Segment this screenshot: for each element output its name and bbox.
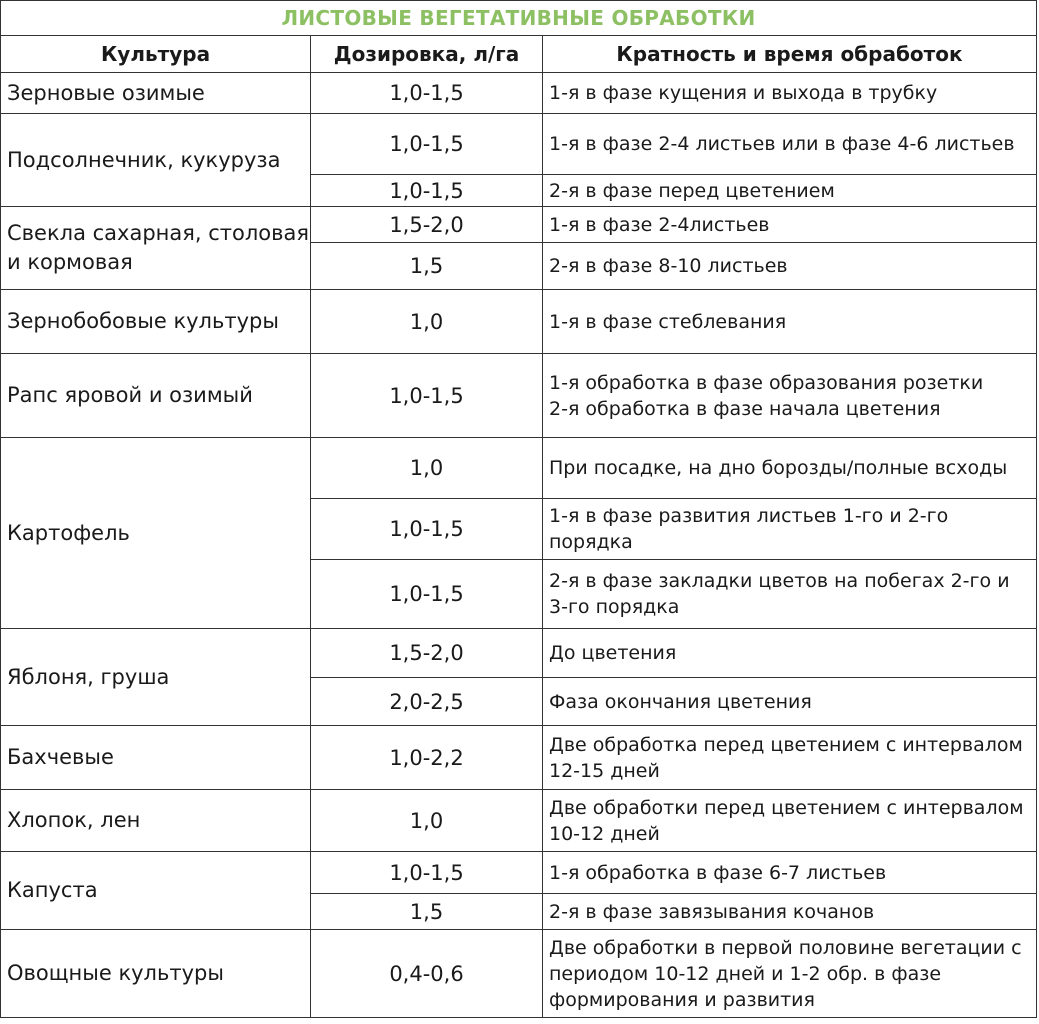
table-row [1, 930, 1037, 1018]
timing-cell: 1-я в фазе 2-4листьев [543, 207, 1037, 243]
table-row [1, 438, 1037, 499]
dosage-cell: 1,5 [311, 243, 543, 290]
timing-cell: 2-я в фазе закладки цветов на побегах 2-го и 3-го порядка [543, 560, 1037, 629]
crop-cell: Свекла сахарная, столовая и кормовая [1, 207, 311, 290]
crop-cell: Яблоня, груша [1, 629, 311, 726]
crop-cell: Картофель [1, 438, 311, 629]
dosage-cell: 1,0-1,5 [311, 114, 543, 175]
dosage-cell: 1,0-1,5 [311, 852, 543, 894]
table-row [1, 207, 1037, 243]
dosage-cell: 0,4-0,6 [311, 930, 543, 1018]
dosage-cell: 1,0 [311, 290, 543, 354]
dosage-cell: 1,0-1,5 [311, 354, 543, 438]
timing-cell: Две обработка перед цветением с интервалом 12-15 дней [543, 726, 1037, 790]
dosage-cell: 1,0-1,5 [311, 560, 543, 629]
timing-cell: 2-я в фазе 8-10 листьев [543, 243, 1037, 290]
timing-cell: Две обработки в первой половине вегетации с периодом 10-12 дней и 1-2 обр. в фазе формирования и развития [543, 930, 1037, 1018]
timing-cell: 1-я в фазе 2-4 листьев или в фазе 4-6 листьев [543, 114, 1037, 175]
crop-cell: Рапс яровой и озимый [1, 354, 311, 438]
dosage-cell: 1,5-2,0 [311, 629, 543, 678]
crop-cell: Подсолнечник, кукуруза [1, 114, 311, 207]
dosage-cell: 1,0-1,5 [311, 73, 543, 114]
dosage-cell: 1,0-2,2 [311, 726, 543, 790]
table-row [1, 114, 1037, 175]
dosage-cell: 1,5-2,0 [311, 207, 543, 243]
header-timing: Кратность и время обработок [543, 36, 1037, 73]
dosage-cell: 2,0-2,5 [311, 678, 543, 726]
timing-cell: 1-я в фазе кущения и выхода в трубку [543, 73, 1037, 114]
table-row [1, 852, 1037, 894]
crop-cell: Зернобобовые культуры [1, 290, 311, 354]
table-row [1, 629, 1037, 678]
table-row [1, 290, 1037, 354]
crop-cell: Капуста [1, 852, 311, 930]
timing-cell: Две обработки перед цветением с интервалом 10-12 дней [543, 790, 1037, 852]
timing-cell: 1-я обработка в фазе 6-7 листьев [543, 852, 1037, 894]
table-row [1, 726, 1037, 790]
dosage-cell: 1,0 [311, 790, 543, 852]
dosage-cell: 1,0 [311, 438, 543, 499]
dosage-cell: 1,0-1,5 [311, 175, 543, 207]
crop-cell: Бахчевые [1, 726, 311, 790]
crop-cell: Хлопок, лен [1, 790, 311, 852]
timing-cell: 1-я обработка в фазе образования розетки 2-я обработка в фазе начала цветения [543, 354, 1037, 438]
timing-cell: До цветения [543, 629, 1037, 678]
dosage-cell: 1,0-1,5 [311, 499, 543, 560]
timing-cell: При посадке, на дно борозды/полные всходы [543, 438, 1037, 499]
timing-cell: Фаза окончания цветения [543, 678, 1037, 726]
header-crop: Культура [1, 36, 311, 73]
timing-cell: 1-я в фазе развития листьев 1-го и 2-го порядка [543, 499, 1037, 560]
table-title: ЛИСТОВЫЕ ВЕГЕТАТИВНЫЕ ОБРАБОТКИ [1, 1, 1037, 36]
timing-cell: 1-я в фазе стеблевания [543, 290, 1037, 354]
dosage-cell: 1,5 [311, 894, 543, 930]
timing-cell: 2-я в фазе завязывания кочанов [543, 894, 1037, 930]
table-row [1, 790, 1037, 852]
crop-cell: Овощные культуры [1, 930, 311, 1018]
table-row [1, 354, 1037, 438]
title-row [1, 1, 1037, 36]
header-row [1, 36, 1037, 73]
header-dosage: Дозировка, л/га [311, 36, 543, 73]
timing-cell: 2-я в фазе перед цветением [543, 175, 1037, 207]
table-row [1, 73, 1037, 114]
crop-cell: Зерновые озимые [1, 73, 311, 114]
